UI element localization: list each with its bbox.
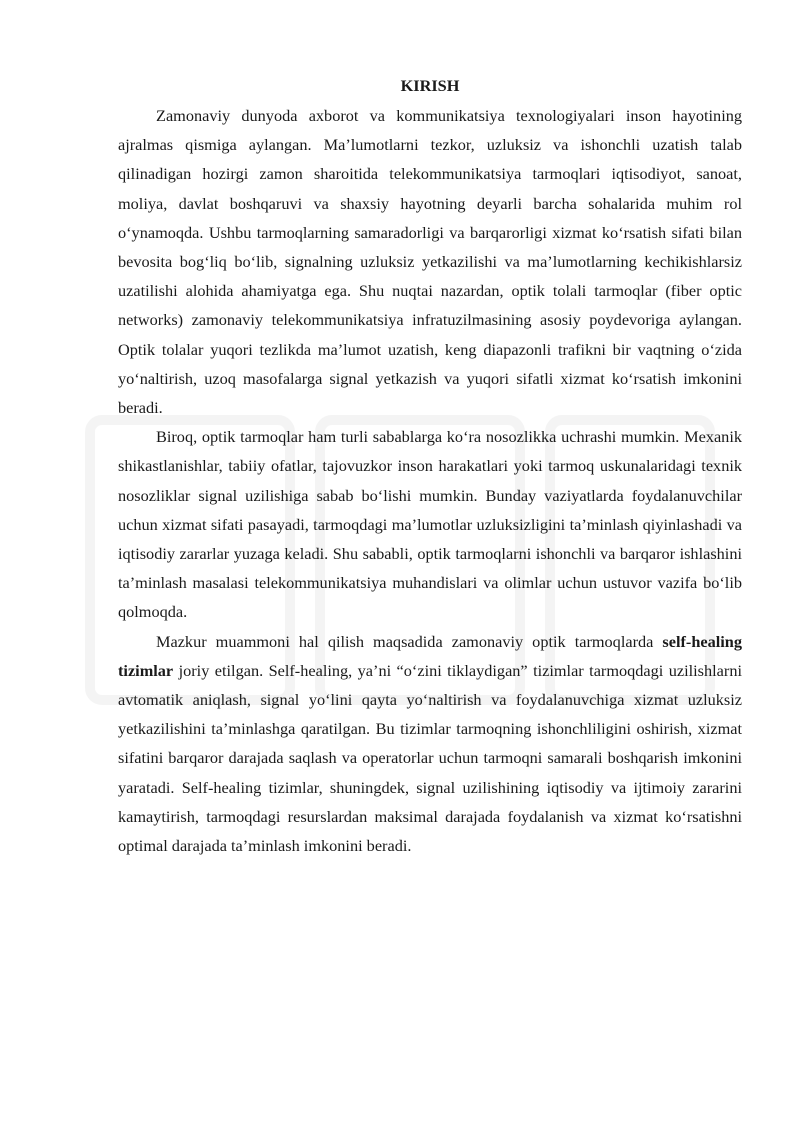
document-body: [118, 72, 742, 860]
paragraph-text: joriy etilgan. Self-healing, ya’ni “o‘zini tiklaydigan” tizimlar tarmoqdagi uzilishlarni avtomatik aniqlash, signal yo‘lini qayta yo‘naltirish va foydalanuvchiga xizmat uzluksiz yetkazilishini ta’minlashga qaratilgan. Bu tizimlar tarmoqning ishonchliligini oshirish, xizmat sifatini barqaror darajada saqlash va operatorlar uchun tarmoqni samarali boshqarish imkonini yaratadi. Self-healing tizimlar, shuningdek, signal uzilishining iqtisodiy va ijtimoiy zararini kamaytirish, tarmoqdagi resurslardan maksimal darajada foydalanish va xizmat ko‘rsatishni optimal darajada ta’minlash imkonini beradi.: [118, 660, 742, 856]
paragraph: [118, 627, 742, 861]
paragraph: Zamonaviy dunyoda axborot va kommunikatsiya texnologiyalari inson hayotining ajralmas qismiga aylangan. Ma’lumotlarni tezkor, uzluksiz va ishonchli uzatish talab qilinadigan hozirgi zamon sharoitida telekommunikatsiya tarmoqlari iqtisodiyot, sanoat, moliya, davlat boshqaruvi va shaxsiy hayotning deyarli barcha sohalarida muhim rol o‘ynamoqda. Ushbu tarmoqlarning samaradorligi va barqarorligi xizmat ko‘rsatish sifati bilan bevosita bog‘liq bo‘lib, signalning uzluksiz yetkazilishi va ma’lumotlarning kechikishlarsiz uzatilishi alohida ahamiyatga ega. Shu nuqtai nazardan, optik tolali tarmoqlar (fiber optic networks) zamonaviy telekommunikatsiya infratuzilmasining asosiy poydevoriga aylangan. Optik tolalar yuqori tezlikda ma’lumot uzatish, keng diapazonli trafikni bir vaqtning o‘zida yo‘naltirish, uzoq masofalarga signal yetkazish va yuqori sifatli xizmat ko‘rsatish imkonini beradi.: [118, 106, 742, 418]
paragraph-text: Mazkur muammoni hal qilish maqsadida zamonaviy optik tarmoqlarda: [156, 631, 663, 651]
paragraph: Biroq, optik tarmoqlar ham turli sabablarga ko‘ra nosozlikka uchrashi mumkin. Mexanik shikastlanishlar, tabiiy ofatlar, tajovuzkor inson harakatlari yoki tarmoq uskunalaridagi texnik nosozliklar signal uzilishiga sabab bo‘lishi mumkin. Bunday vaziyatlarda foydalanuvchilar uchun xizmat sifati pasayadi, tarmoqdagi ma’lumotlar uzluksizligini ta’minlash qiyinlashadi va iqtisodiy zararlar yuzaga keladi. Shu sababli, optik tarmoqlarni ishonchli va barqaror ishlashini ta’minlash masalasi telekommunikatsiya muhandislari va olimlar uchun ustuvor vazifa bo‘lib qolmoqda.: [118, 427, 742, 622]
document-title: KIRISH: [400, 76, 460, 95]
bold-term: self-healing tizimlar: [118, 631, 742, 680]
